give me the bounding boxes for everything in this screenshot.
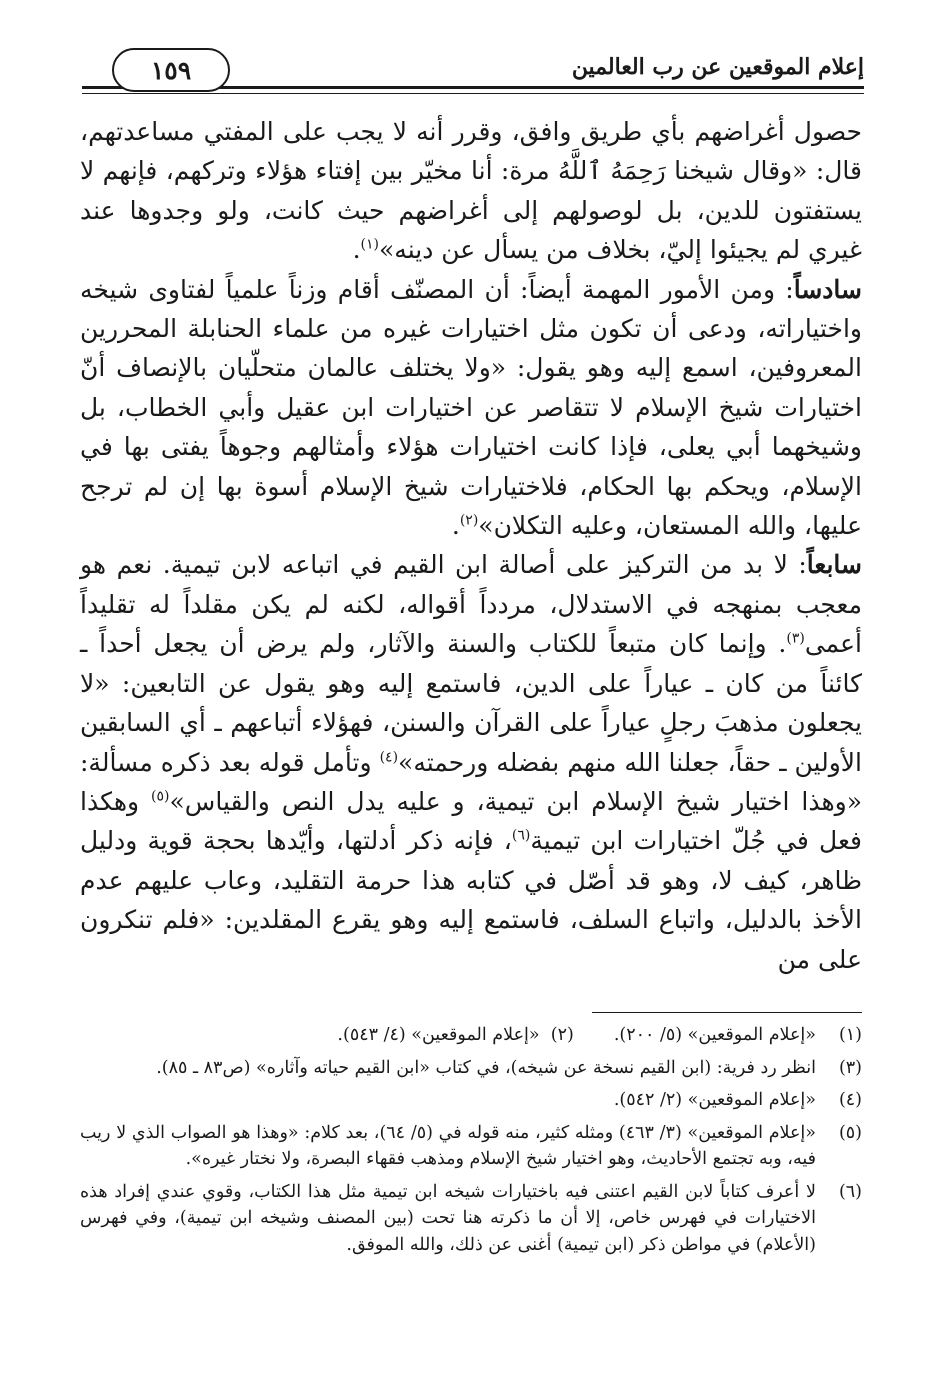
- footnotes: [80, 1022, 862, 1264]
- footnote-1-2: [80, 1022, 862, 1049]
- main-text: [80, 112, 862, 979]
- footnote-text-1: «إعلام الموقعين» (٥/ ٢٠٠).: [613, 1025, 816, 1045]
- footnote-ref-2: (٢): [459, 512, 479, 529]
- paragraph-3-text-a: : لا بد من التركيز على أصالة ابن القيم في اتباعه لابن تيمية. نعم هو معجب بمنهجه في الاستدلال، مردداً أقواله، لكنه لم يكن مقلداً له تقليداً أعمى: [80, 550, 862, 659]
- paragraph-1-text: حصول أغراضهم بأي طريق وافق، وقرر أنه لا يجب على المفتي مساعدتهم، قال: «وقال شيخنا رَحِمَهُ ٱللَّهُ مرة: أنا مخيّر بين إفتاء هؤلاء وتركهم، فإنهم لا يستفتون للدين، بل لوصولهم إلى أغراضهم حيث كانت، ولو وجدوها عند غيري لم يجيئوا إليّ، بخلاف من يسأل عن دينه»: [80, 117, 862, 265]
- paragraph-2: [80, 270, 862, 546]
- footnote-number-5: (٥): [838, 1122, 862, 1143]
- footnote-text-2: «إعلام الموقعين» (٤/ ٥٤٣).: [337, 1025, 540, 1045]
- page-header: [82, 44, 864, 102]
- footnote-4: [80, 1087, 862, 1114]
- paragraph-3: [80, 545, 862, 978]
- running-title: إعلام الموقعين عن رب العالمين: [571, 54, 864, 80]
- paragraph-3-text-e: ، فإنه ذكر أدلتها، وأيّدها بحجة قوية ودليل ظاهر، كيف لا، وهو قد أصّل في كتابه هذا حرمة التقليد، وعاب عليهم عدم الأخذ بالدليل، واتباع السلف، فاستمع إليه وهو يقرع المقلدين: «فلم تنكرون على من: [80, 826, 862, 974]
- paragraph-1-end: .: [352, 235, 361, 265]
- footnote-number-4: (٤): [838, 1090, 862, 1110]
- footnote-text-3: انظر رد فرية: (ابن القيم نسخة عن شيخه)، في كتاب «ابن القيم حياته وآثاره» (ص٨٣ ـ ٨٥).: [156, 1057, 816, 1078]
- footnote-number-6: (٦): [838, 1181, 862, 1202]
- footnote-ref-3: (٣): [786, 630, 805, 647]
- footnote-divider: [592, 1012, 862, 1013]
- footnote-ref-1: (١): [360, 236, 379, 253]
- header-rule-thin: [82, 93, 864, 94]
- footnote-text-4: «إعلام الموقعين» (٢/ ٥٤٢).: [613, 1090, 816, 1110]
- footnote-text-6: لا أعرف كتاباً لابن القيم اعتنى فيه باختيارات شيخه ابن تيمية مثل هذا الكتاب، وقوي عندي إفراد هذه الاختيارات في فهرس خاص، إلا أن ما ذكرته هنا تحت (بين المصنف وشيخه ابن تيمية)، وفي فهرس (الأعلام) في مواطن ذكر (ابن تيمية) أغنى عن ذلك، والله الموفق.: [80, 1181, 816, 1255]
- page-number: ١٥٩: [112, 48, 230, 92]
- footnote-3: [80, 1055, 862, 1082]
- paragraph-3-text-c: وتأمل قوله بعد ذكره مسألة: «وهذا اختيار شيخ الإسلام ابن تيمية، و عليه يدل النص والقياس»: [80, 747, 862, 816]
- paragraph-1: [80, 112, 862, 270]
- paragraph-3-lead: سابعاً: [806, 550, 862, 580]
- paragraph-2-end: .: [451, 511, 460, 541]
- footnote-text-5: «إعلام الموقعين» (٣/ ٤٦٣) ومثله كثير، منه قوله في (٥/ ٦٤)، بعد كلام: «وهذا هو الصواب الذي لا ريب فيه، وبه تجتمع الأحاديث، وهو اختيار شيخ الإسلام ومذهب فقهاء البصرة، ولا نختار غيره».: [80, 1122, 816, 1169]
- paragraph-2-lead: سادساً: [793, 274, 862, 304]
- footnote-5: [80, 1120, 862, 1173]
- footnote-6: [80, 1179, 862, 1259]
- paragraph-3-text-d: وهكذا فعل في جُلّ اختيارات ابن تيمية: [80, 786, 862, 856]
- footnote-number-2: (٢): [550, 1025, 574, 1045]
- paragraph-2-text: : ومن الأمور المهمة أيضاً: أن المصنّف أقام وزناً علمياً لفتاوى شيخه واختياراته، ودعى أن تكون مثل اختيارات غيره من علماء الحنابلة المحررين المعروفين، اسمع إليه وهو يقول: «ولا يختلف عالمان متحلّيان بالإنصاف أنّ اختيارات شيخ الإسلام لا تتقاصر عن اختيارات ابن عقيل وأبي الخطاب، بل وشيخهما أبي يعلى، فإذا كانت اختيارات هؤلاء وأمثالهم وجوهاً يفتى بها في الإسلام، ويحكم بها الحكام، فلاختيارات شيخ الإسلام أسوة بها إن لم ترجح عليها، والله المستعان، وعليه التكلان»: [80, 274, 862, 541]
- footnote-number-3: (٣): [838, 1057, 862, 1078]
- footnote-ref-5: (٥): [151, 788, 170, 805]
- paragraph-3-text-b: . وإنما كان متبعاً للكتاب والسنة والآثار، ولم يرض أن يجعل أحداً ـ كائناً من كان ـ عياراً على الدين، فاستمع إليه وهو يقول عن التابعين: «لا يجعلون مذهبَ رجلٍ عياراً على القرآن والسنن، فهؤلاء أتباعهم ـ أي السابقين الأولين ـ حقاً، جعلنا الله منهم بفضله ورحمته»: [80, 629, 862, 777]
- footnote-number-1: (١): [838, 1025, 862, 1045]
- footnote-ref-6: (٦): [511, 827, 531, 844]
- footnote-ref-4: (٤): [379, 749, 399, 766]
